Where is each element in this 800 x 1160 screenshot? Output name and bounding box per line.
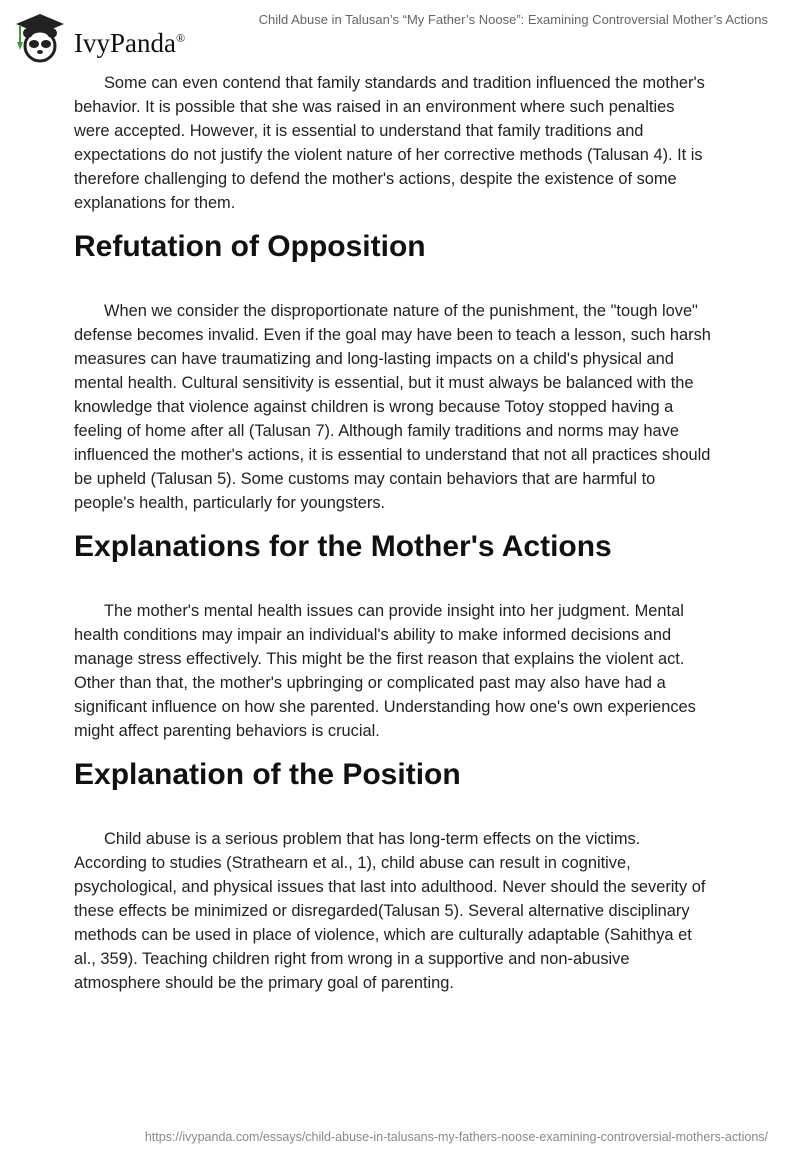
- paragraph: [74, 599, 734, 743]
- paragraph-line: methods can be used in place of violence, which are culturally adaptable (Sahithya et: [74, 926, 692, 944]
- paragraph-line: al., 359). Teaching children right from wrong in a supportive and non-abusive: [74, 950, 630, 968]
- section-heading: Explanation of the Position: [74, 758, 461, 791]
- paragraph-line: According to studies (Strathearn et al., 1), child abuse can result in cognitive,: [74, 854, 631, 872]
- paragraph-line: influenced the mother's actions, it is essential to understand that not all practices should: [74, 446, 711, 464]
- section-heading: Explanations for the Mother's Actions: [74, 530, 612, 563]
- essay-body: [74, 71, 734, 995]
- document-title: Child Abuse in Talusan’s “My Father’s Noose”: Examining Controversial Mother’s Actions: [258, 12, 768, 27]
- paragraph-line: health conditions may impair an individual's ability to make informed decisions and: [74, 626, 672, 644]
- paragraph-line: defense becomes invalid. Even if the goal may have been to teach a lesson, such harsh: [74, 326, 711, 344]
- paragraph-line: Child abuse is a serious problem that has long-term effects on the victims.: [104, 830, 641, 848]
- paragraph-line: psychological, and physical issues that last into adulthood. Never should the severity of: [74, 878, 706, 896]
- paragraph: [74, 299, 734, 515]
- paragraph-line: these effects be minimized or disregarded(Talusan 5). Several alternative disciplinary: [74, 902, 690, 920]
- ivypanda-logo[interactable]: [12, 8, 185, 64]
- paragraph-line: When we consider the disproportionate nature of the punishment, the "tough love": [104, 302, 698, 320]
- paragraph-line: were accepted. However, it is essential to understand that family traditions and: [74, 122, 644, 140]
- paragraph-line: therefore challenging to defend the mother's actions, despite the existence of some: [74, 170, 677, 188]
- paragraph-line: significant influence on how she parented. Understanding how one's own experiences: [74, 698, 696, 716]
- logo-text: IvyPanda®: [74, 27, 186, 58]
- paragraph-line: Some can even contend that family standards and tradition influenced the mother's: [104, 74, 705, 92]
- paragraph-line: be upheld (Talusan 5). Some customs may contain behaviors that are harmful to: [74, 470, 656, 488]
- paragraph-line: atmosphere should be the primary goal of parenting.: [74, 974, 454, 992]
- paragraph: [74, 71, 734, 215]
- paragraph: [74, 827, 734, 995]
- section-heading: Refutation of Opposition: [74, 230, 426, 263]
- paragraph-line: mental health. Cultural sensitivity is essential, but it must always be balanced with the: [74, 374, 694, 392]
- paragraph-line: Other than that, the mother's upbringing or complicated past may also have had a: [74, 674, 666, 692]
- paragraph-line: expectations do not justify the violent nature of her corrective methods (Talusan 4). It is: [74, 146, 703, 164]
- paragraph-line: people's health, particularly for youngsters.: [74, 494, 386, 512]
- paragraph-line: measures can have traumatizing and long-lasting impacts on a child's physical and: [74, 350, 674, 368]
- paragraph-line: The mother's mental health issues can provide insight into her judgment. Mental: [104, 602, 684, 620]
- paragraph-line: manage stress effectively. This might be the first reason that explains the violent act.: [74, 650, 685, 668]
- paragraph-line: explanations for them.: [74, 194, 236, 212]
- paragraph-line: knowledge that violence against children is wrong because Totoy stopped having a: [74, 398, 674, 416]
- paragraph-line: behavior. It is possible that she was raised in an environment where such penalties: [74, 98, 675, 116]
- paragraph-line: feeling of home after all (Talusan 7). Although family traditions and norms may have: [74, 422, 679, 440]
- spacer: [74, 802, 734, 827]
- paragraph-line: might affect parenting behaviors is crucial.: [74, 722, 380, 740]
- spacer: [74, 274, 734, 299]
- source-url-link[interactable]: https://ivypanda.com/essays/child-abuse-in-talusans-my-fathers-noose-examining-controversial-mothers-actions/: [144, 1130, 768, 1144]
- spacer: [74, 574, 734, 599]
- panda-graduate-icon: [12, 8, 68, 64]
